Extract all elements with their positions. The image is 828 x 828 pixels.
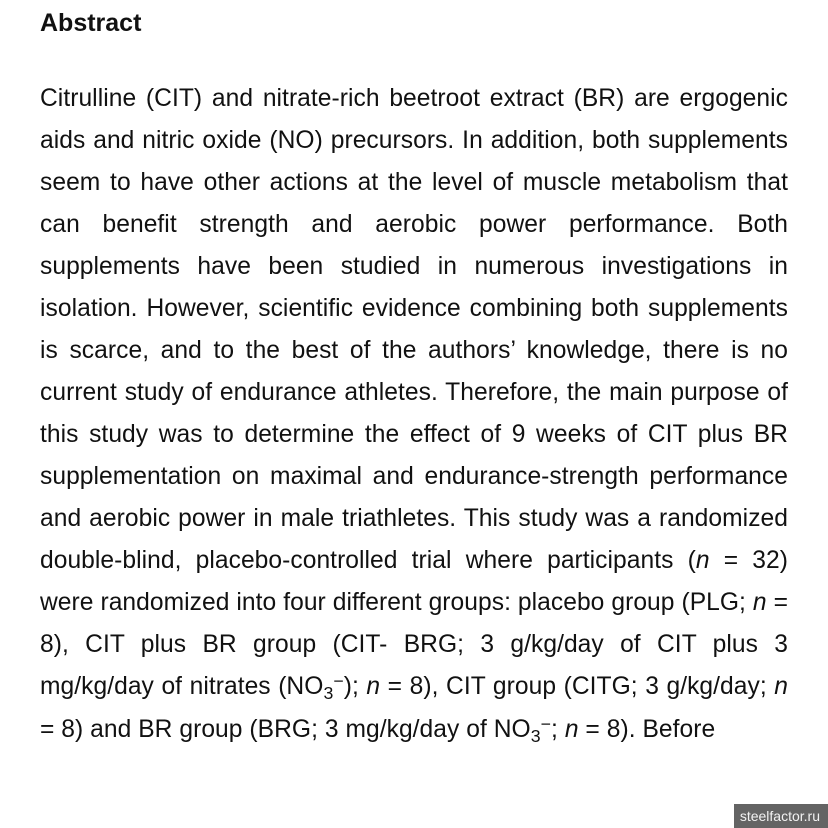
nitrate-subscript: 3 <box>530 725 541 746</box>
abstract-text-6: = 8) and BR group (BRG; 3 mg/kg/day of NO <box>40 716 531 743</box>
sample-size-symbol: n <box>774 673 788 700</box>
abstract-text-1: Citrulline (CIT) and nitrate-rich beetroot extract (BR) are ergogenic aids and nitric oxide (NO) precursors. In addition, both supplements seem to have other actions at the level of muscle metabolism that can benefit strength and aerobic power performance. Both supplements have been studied in numerous investigations in isolation. However, scientific evidence combining both supplements is scarce, and to the best of the authors’ knowledge, there is no current study of endurance athletes. Therefore, the main purpose of this study was to determine the effect of 9 weeks of CIT plus BR supplementation on maximal and endurance-strength performance and aerobic power in male triathletes. This study was a randomized double-blind, placebo-controlled trial where participants ( <box>40 85 788 574</box>
sample-size-symbol: n <box>366 673 381 700</box>
abstract-text-4: ); <box>343 673 367 700</box>
sample-size-symbol: n <box>564 716 579 743</box>
abstract-paragraph <box>40 78 788 752</box>
nitrate-charge-superscript: − <box>333 670 344 691</box>
watermark: steelfactor.ru <box>734 804 828 828</box>
nitrate-charge-superscript: − <box>540 713 552 734</box>
section-heading: Abstract <box>40 9 142 37</box>
abstract-text-8: = 8). Before <box>578 716 716 743</box>
nitrate-subscript: 3 <box>323 682 334 703</box>
abstract-text-7: ; <box>551 716 565 743</box>
abstract-text-2: = 32) were randomized into four different groups: placebo group (PLG; <box>40 547 789 616</box>
sample-size-symbol: n <box>752 589 767 616</box>
abstract-text-5: = 8), CIT group (CITG; 3 g/kg/day; <box>380 673 775 700</box>
abstract-text-3: = 8), CIT plus BR group (CIT- BRG; 3 g/kg/day of CIT plus 3 mg/kg/day of nitrates (NO <box>40 589 789 700</box>
sample-size-symbol: n <box>695 547 710 574</box>
